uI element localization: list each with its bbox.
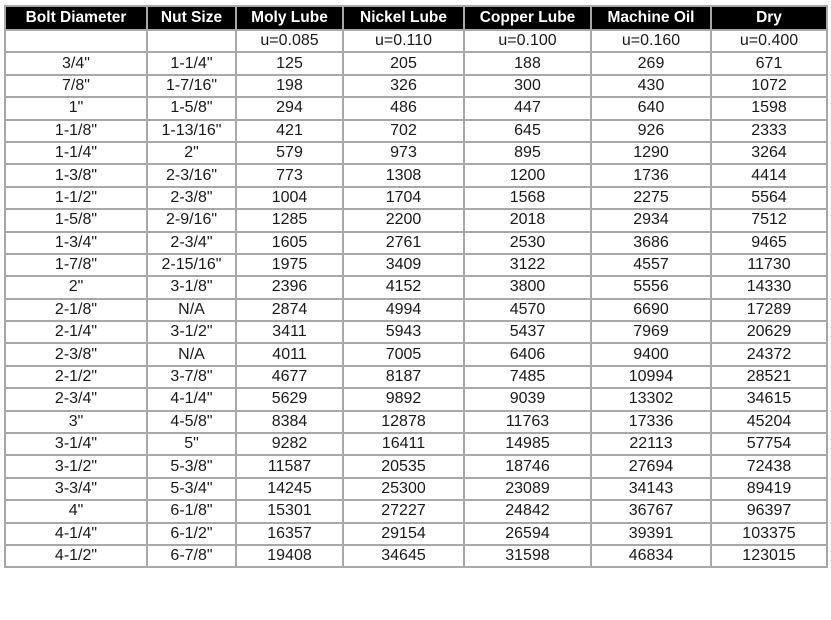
cell-machine-oil: 39391	[591, 523, 711, 545]
cell-nut-size: 6-1/8"	[147, 500, 236, 522]
table-row	[5, 388, 827, 410]
cell-copper-lube: 23089	[464, 478, 591, 500]
table-row	[5, 343, 827, 365]
friction-cell-copper: u=0.100	[464, 30, 591, 52]
cell-nut-size: 1-7/16"	[147, 75, 236, 97]
cell-copper-lube: 895	[464, 142, 591, 164]
cell-nut-size: 4-1/4"	[147, 388, 236, 410]
cell-copper-lube: 6406	[464, 343, 591, 365]
cell-nickel-lube: 3409	[343, 254, 464, 276]
cell-nickel-lube: 8187	[343, 366, 464, 388]
cell-nut-size: 5-3/8"	[147, 455, 236, 477]
cell-copper-lube: 5437	[464, 321, 591, 343]
table-row	[5, 97, 827, 119]
table-row	[5, 433, 827, 455]
cell-dry: 11730	[711, 254, 827, 276]
cell-moly-lube: 16357	[236, 523, 343, 545]
cell-moly-lube: 579	[236, 142, 343, 164]
cell-dry: 96397	[711, 500, 827, 522]
header-dry: Dry	[711, 6, 827, 30]
friction-coefficient-row	[5, 30, 827, 52]
friction-cell-dry: u=0.400	[711, 30, 827, 52]
cell-machine-oil: 6690	[591, 299, 711, 321]
cell-copper-lube: 447	[464, 97, 591, 119]
cell-nickel-lube: 486	[343, 97, 464, 119]
cell-copper-lube: 1568	[464, 187, 591, 209]
cell-bolt-diameter: 1-7/8"	[5, 254, 147, 276]
cell-nut-size: 6-1/2"	[147, 523, 236, 545]
cell-moly-lube: 198	[236, 75, 343, 97]
cell-nut-size: 2-15/16"	[147, 254, 236, 276]
cell-copper-lube: 188	[464, 52, 591, 74]
cell-nut-size: 1-5/8"	[147, 97, 236, 119]
cell-bolt-diameter: 2-1/2"	[5, 366, 147, 388]
cell-dry: 72438	[711, 455, 827, 477]
cell-dry: 4414	[711, 164, 827, 186]
cell-nickel-lube: 7005	[343, 343, 464, 365]
cell-dry: 1598	[711, 97, 827, 119]
cell-moly-lube: 3411	[236, 321, 343, 343]
cell-moly-lube: 1975	[236, 254, 343, 276]
cell-nut-size: 5-3/4"	[147, 478, 236, 500]
header-moly-lube: Moly Lube	[236, 6, 343, 30]
cell-moly-lube: 9282	[236, 433, 343, 455]
cell-nickel-lube: 16411	[343, 433, 464, 455]
table-row	[5, 321, 827, 343]
cell-bolt-diameter: 1-3/4"	[5, 232, 147, 254]
cell-nickel-lube: 973	[343, 142, 464, 164]
cell-dry: 17289	[711, 299, 827, 321]
cell-dry: 34615	[711, 388, 827, 410]
cell-nickel-lube: 2761	[343, 232, 464, 254]
cell-nickel-lube: 205	[343, 52, 464, 74]
header-copper-lube: Copper Lube	[464, 6, 591, 30]
cell-nut-size: 2"	[147, 142, 236, 164]
cell-nut-size: 2-3/4"	[147, 232, 236, 254]
table-row	[5, 523, 827, 545]
cell-nickel-lube: 25300	[343, 478, 464, 500]
cell-dry: 2333	[711, 120, 827, 142]
table-row	[5, 455, 827, 477]
cell-dry: 1072	[711, 75, 827, 97]
cell-moly-lube: 1004	[236, 187, 343, 209]
cell-dry: 14330	[711, 276, 827, 298]
cell-nickel-lube: 12878	[343, 411, 464, 433]
cell-moly-lube: 11587	[236, 455, 343, 477]
cell-bolt-diameter: 4-1/4"	[5, 523, 147, 545]
cell-dry: 89419	[711, 478, 827, 500]
cell-machine-oil: 2934	[591, 209, 711, 231]
table-row	[5, 299, 827, 321]
cell-bolt-diameter: 1-3/8"	[5, 164, 147, 186]
cell-nut-size: 3-1/8"	[147, 276, 236, 298]
torque-table-container	[4, 5, 828, 568]
cell-copper-lube: 1200	[464, 164, 591, 186]
cell-copper-lube: 3800	[464, 276, 591, 298]
cell-dry: 671	[711, 52, 827, 74]
cell-nut-size: 2-3/8"	[147, 187, 236, 209]
cell-nut-size: 1-13/16"	[147, 120, 236, 142]
cell-moly-lube: 773	[236, 164, 343, 186]
cell-bolt-diameter: 3-1/2"	[5, 455, 147, 477]
cell-moly-lube: 4011	[236, 343, 343, 365]
cell-copper-lube: 24842	[464, 500, 591, 522]
table-row	[5, 254, 827, 276]
cell-nut-size: 6-7/8"	[147, 545, 236, 567]
cell-copper-lube: 14985	[464, 433, 591, 455]
cell-machine-oil: 269	[591, 52, 711, 74]
cell-bolt-diameter: 2-1/4"	[5, 321, 147, 343]
friction-cell-nickel: u=0.110	[343, 30, 464, 52]
cell-nickel-lube: 702	[343, 120, 464, 142]
cell-copper-lube: 4570	[464, 299, 591, 321]
cell-dry: 28521	[711, 366, 827, 388]
cell-bolt-diameter: 2-3/4"	[5, 388, 147, 410]
cell-bolt-diameter: 1"	[5, 97, 147, 119]
cell-copper-lube: 300	[464, 75, 591, 97]
cell-machine-oil: 4557	[591, 254, 711, 276]
cell-machine-oil: 926	[591, 120, 711, 142]
table-row	[5, 545, 827, 567]
cell-moly-lube: 15301	[236, 500, 343, 522]
table-row	[5, 276, 827, 298]
cell-machine-oil: 3686	[591, 232, 711, 254]
cell-nut-size: N/A	[147, 343, 236, 365]
friction-cell	[5, 30, 147, 52]
cell-dry: 7512	[711, 209, 827, 231]
friction-cell-moly: u=0.085	[236, 30, 343, 52]
cell-machine-oil: 22113	[591, 433, 711, 455]
cell-bolt-diameter: 4-1/2"	[5, 545, 147, 567]
cell-machine-oil: 640	[591, 97, 711, 119]
cell-machine-oil: 2275	[591, 187, 711, 209]
cell-nickel-lube: 4152	[343, 276, 464, 298]
table-row	[5, 500, 827, 522]
cell-moly-lube: 421	[236, 120, 343, 142]
table-row	[5, 232, 827, 254]
table-row	[5, 209, 827, 231]
cell-nickel-lube: 2200	[343, 209, 464, 231]
table-row	[5, 75, 827, 97]
cell-machine-oil: 7969	[591, 321, 711, 343]
cell-copper-lube: 2018	[464, 209, 591, 231]
cell-bolt-diameter: 3-3/4"	[5, 478, 147, 500]
cell-nickel-lube: 1704	[343, 187, 464, 209]
table-row	[5, 52, 827, 74]
table-row	[5, 478, 827, 500]
cell-machine-oil: 17336	[591, 411, 711, 433]
cell-bolt-diameter: 2-3/8"	[5, 343, 147, 365]
cell-nickel-lube: 326	[343, 75, 464, 97]
cell-moly-lube: 14245	[236, 478, 343, 500]
cell-nut-size: 3-1/2"	[147, 321, 236, 343]
cell-dry: 20629	[711, 321, 827, 343]
cell-moly-lube: 125	[236, 52, 343, 74]
cell-nickel-lube: 4994	[343, 299, 464, 321]
cell-copper-lube: 3122	[464, 254, 591, 276]
friction-cell	[147, 30, 236, 52]
cell-dry: 123015	[711, 545, 827, 567]
cell-nut-size: 5"	[147, 433, 236, 455]
cell-machine-oil: 1290	[591, 142, 711, 164]
cell-nut-size: 1-1/4"	[147, 52, 236, 74]
cell-copper-lube: 11763	[464, 411, 591, 433]
cell-nickel-lube: 9892	[343, 388, 464, 410]
cell-nickel-lube: 27227	[343, 500, 464, 522]
cell-moly-lube: 1285	[236, 209, 343, 231]
cell-copper-lube: 7485	[464, 366, 591, 388]
cell-nickel-lube: 5943	[343, 321, 464, 343]
cell-moly-lube: 8384	[236, 411, 343, 433]
cell-nut-size: N/A	[147, 299, 236, 321]
header-nut-size: Nut Size	[147, 6, 236, 30]
table-row	[5, 164, 827, 186]
cell-machine-oil: 10994	[591, 366, 711, 388]
cell-nickel-lube: 34645	[343, 545, 464, 567]
cell-copper-lube: 26594	[464, 523, 591, 545]
cell-nut-size: 3-7/8"	[147, 366, 236, 388]
cell-copper-lube: 18746	[464, 455, 591, 477]
cell-copper-lube: 645	[464, 120, 591, 142]
cell-machine-oil: 430	[591, 75, 711, 97]
cell-bolt-diameter: 1-1/4"	[5, 142, 147, 164]
cell-bolt-diameter: 1-5/8"	[5, 209, 147, 231]
cell-dry: 24372	[711, 343, 827, 365]
cell-machine-oil: 9400	[591, 343, 711, 365]
cell-moly-lube: 5629	[236, 388, 343, 410]
cell-nickel-lube: 1308	[343, 164, 464, 186]
cell-machine-oil: 13302	[591, 388, 711, 410]
cell-moly-lube: 2874	[236, 299, 343, 321]
header-row	[5, 6, 827, 30]
cell-machine-oil: 1736	[591, 164, 711, 186]
bolt-torque-table	[4, 5, 828, 568]
cell-bolt-diameter: 2"	[5, 276, 147, 298]
table-row	[5, 120, 827, 142]
cell-moly-lube: 19408	[236, 545, 343, 567]
cell-machine-oil: 46834	[591, 545, 711, 567]
header-bolt-diameter: Bolt Diameter	[5, 6, 147, 30]
cell-nut-size: 4-5/8"	[147, 411, 236, 433]
table-row	[5, 411, 827, 433]
cell-bolt-diameter: 3"	[5, 411, 147, 433]
cell-copper-lube: 9039	[464, 388, 591, 410]
cell-machine-oil: 36767	[591, 500, 711, 522]
cell-moly-lube: 2396	[236, 276, 343, 298]
cell-bolt-diameter: 3-1/4"	[5, 433, 147, 455]
friction-cell-machine-oil: u=0.160	[591, 30, 711, 52]
cell-moly-lube: 1605	[236, 232, 343, 254]
table-row	[5, 366, 827, 388]
cell-nut-size: 2-3/16"	[147, 164, 236, 186]
cell-bolt-diameter: 3/4"	[5, 52, 147, 74]
cell-nut-size: 2-9/16"	[147, 209, 236, 231]
cell-bolt-diameter: 2-1/8"	[5, 299, 147, 321]
cell-moly-lube: 4677	[236, 366, 343, 388]
table-row	[5, 142, 827, 164]
cell-moly-lube: 294	[236, 97, 343, 119]
cell-nickel-lube: 29154	[343, 523, 464, 545]
cell-machine-oil: 34143	[591, 478, 711, 500]
cell-dry: 3264	[711, 142, 827, 164]
cell-machine-oil: 5556	[591, 276, 711, 298]
cell-nickel-lube: 20535	[343, 455, 464, 477]
cell-bolt-diameter: 1-1/8"	[5, 120, 147, 142]
cell-bolt-diameter: 1-1/2"	[5, 187, 147, 209]
table-row	[5, 187, 827, 209]
cell-copper-lube: 31598	[464, 545, 591, 567]
header-nickel-lube: Nickel Lube	[343, 6, 464, 30]
cell-dry: 9465	[711, 232, 827, 254]
cell-dry: 57754	[711, 433, 827, 455]
header-machine-oil: Machine Oil	[591, 6, 711, 30]
cell-dry: 45204	[711, 411, 827, 433]
cell-copper-lube: 2530	[464, 232, 591, 254]
cell-dry: 5564	[711, 187, 827, 209]
cell-bolt-diameter: 7/8"	[5, 75, 147, 97]
cell-machine-oil: 27694	[591, 455, 711, 477]
cell-bolt-diameter: 4"	[5, 500, 147, 522]
cell-dry: 103375	[711, 523, 827, 545]
